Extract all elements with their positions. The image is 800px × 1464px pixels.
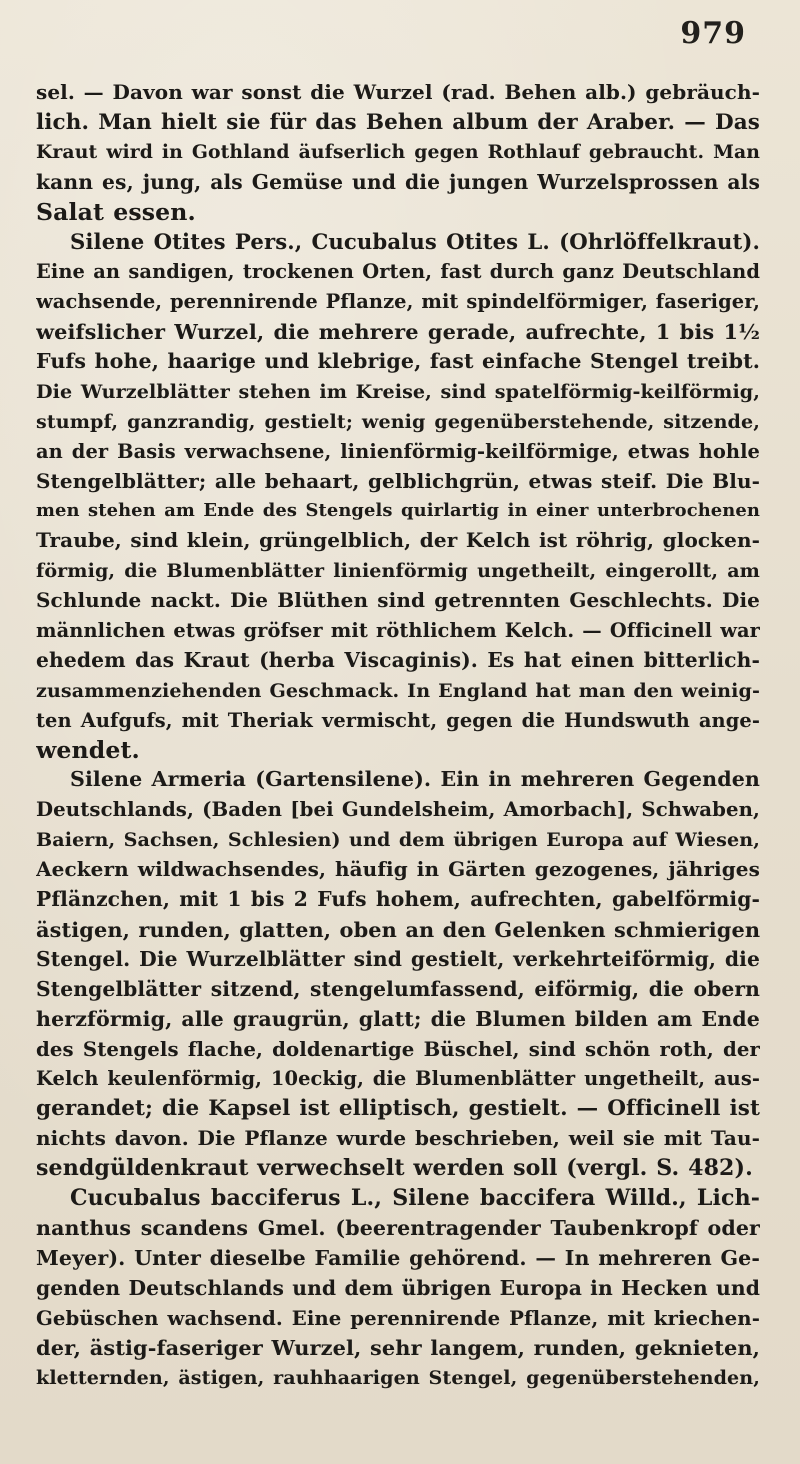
text-line: wachsende, perennirende Pflanze, mit spindelförmiger, faseriger, (36, 290, 760, 314)
text-line: kann es, jung, als Gemüse und die jungen Wurzelsprossen als (36, 169, 760, 194)
text-line: Fufs hohe, haarige und klebrige, fast einfache Stengel treibt. (36, 349, 760, 374)
text-line: nichts davon. Die Pflanze wurde beschrieben, weil sie mit Tau- (36, 1126, 760, 1151)
text-line: Stengel. Die Wurzelblätter sind gestielt, verkehrteiförmig, die (36, 946, 760, 971)
text-line: Gebüschen wachsend. Eine perennirende Pflanze, mit kriechen- (36, 1306, 760, 1330)
text-line: Baiern, Sachsen, Schlesien) und dem übrigen Europa auf Wiesen, (36, 828, 760, 852)
text-line: Schlunde nackt. Die Blüthen sind getrennten Geschlechts. Die (36, 588, 760, 613)
text-line: ten Aufgufs, mit Theriak vermischt, gegen die Hundswuth ange- (36, 708, 760, 732)
text-line: Eine an sandigen, trockenen Orten, fast durch ganz Deutschland (36, 260, 760, 284)
body-text (36, 78, 760, 1393)
text-line: zusammenziehenden Geschmack. In England hat man den weinig- (36, 678, 760, 702)
text-line: Aeckern wildwachsendes, häufig in Gärten gezogenes, jähriges (36, 857, 760, 882)
text-line: genden Deutschlands und dem übrigen Europa in Hecken und (36, 1275, 760, 1300)
text-line: an der Basis verwachsene, linienförmig-keilförmige, etwas hohle (36, 439, 760, 463)
text-line: Stengelblätter sitzend, stengelumfassend, eiförmig, die obern (36, 976, 760, 1001)
text-line: weifslicher Wurzel, die mehrere gerade, aufrechte, 1 bis 1½ (36, 319, 760, 345)
text-line: Pflänzchen, mit 1 bis 2 Fufs hohem, aufrechten, gabelförmig- (36, 887, 760, 912)
text-line: Silene Otites Pers., Cucubalus Otites L. (Ohrlöffelkraut). (70, 229, 760, 255)
text-line: Meyer). Unter dieselbe Familie gehörend. — In mehreren Ge- (36, 1245, 760, 1270)
text-line: gerandet; die Kapsel ist elliptisch, gestielt. — Officinell ist (36, 1096, 760, 1122)
text-line: Silene Armeria (Gartensilene). Ein in mehreren Gegenden (70, 767, 760, 792)
text-line: förmig, die Blumenblätter linienförmig ungetheilt, eingerollt, am (36, 559, 760, 583)
text-line: lich. Man hielt sie für das Behen album der Araber. — Das (36, 109, 760, 135)
text-line: sel. — Davon war sonst die Wurzel (rad. Behen alb.) gebräuch- (36, 80, 760, 104)
text-line: stumpf, ganzrandig, gestielt; wenig gegenüberstehende, sitzende, (36, 409, 760, 433)
text-line: ehedem das Kraut (herba Viscaginis). Es hat einen bitterlich- (36, 647, 760, 672)
text-line: wendet. (36, 735, 140, 764)
text-line: nanthus scandens Gmel. (beerentragender Taubenkropf oder (36, 1215, 760, 1240)
text-line: Stengelblätter; alle behaart, gelblichgrün, etwas steif. Die Blu- (36, 468, 760, 493)
text-line: Cucubalus bacciferus L., Silene baccifera Willd., Lich- (70, 1184, 760, 1211)
page-number: 979 (680, 16, 746, 51)
text-line: Deutschlands, (Baden [bei Gundelsheim, Amorbach], Schwaben, (36, 798, 760, 822)
text-line: der, ästig-faseriger Wurzel, sehr langem, runden, geknieten, (36, 1335, 760, 1361)
text-line: Kelch keulenförmig, 10eckig, die Blumenblätter ungetheilt, aus- (36, 1067, 760, 1091)
text-line: kletternden, ästigen, rauhhaarigen Stengel, gegenüberstehenden, (36, 1366, 760, 1390)
text-line: men stehen am Ende des Stengels quirlartig in einer unterbrochenen (36, 500, 760, 522)
text-line: sendgüldenkraut verwechselt werden soll (vergl. S. 482). (36, 1155, 753, 1182)
text-line: männlichen etwas gröfser mit röthlichem Kelch. — Officinell war (36, 619, 760, 643)
text-line: Kraut wird in Gothland äufserlich gegen Rothlauf gebraucht. Man (36, 140, 760, 163)
text-line: ästigen, runden, glatten, oben an den Gelenken schmierigen (36, 916, 760, 942)
text-line: des Stengels flache, doldenartige Büschel, sind schön roth, der (36, 1037, 760, 1061)
text-line: Die Wurzelblätter stehen im Kreise, sind spatelförmig-keilförmig, (36, 379, 760, 403)
text-line: herzförmig, alle graugrün, glatt; die Blumen bilden am Ende (36, 1006, 760, 1031)
text-line: Traube, sind klein, grüngelblich, der Kelch ist röhrig, glocken- (36, 528, 760, 553)
text-line: Salat essen. (36, 197, 196, 226)
